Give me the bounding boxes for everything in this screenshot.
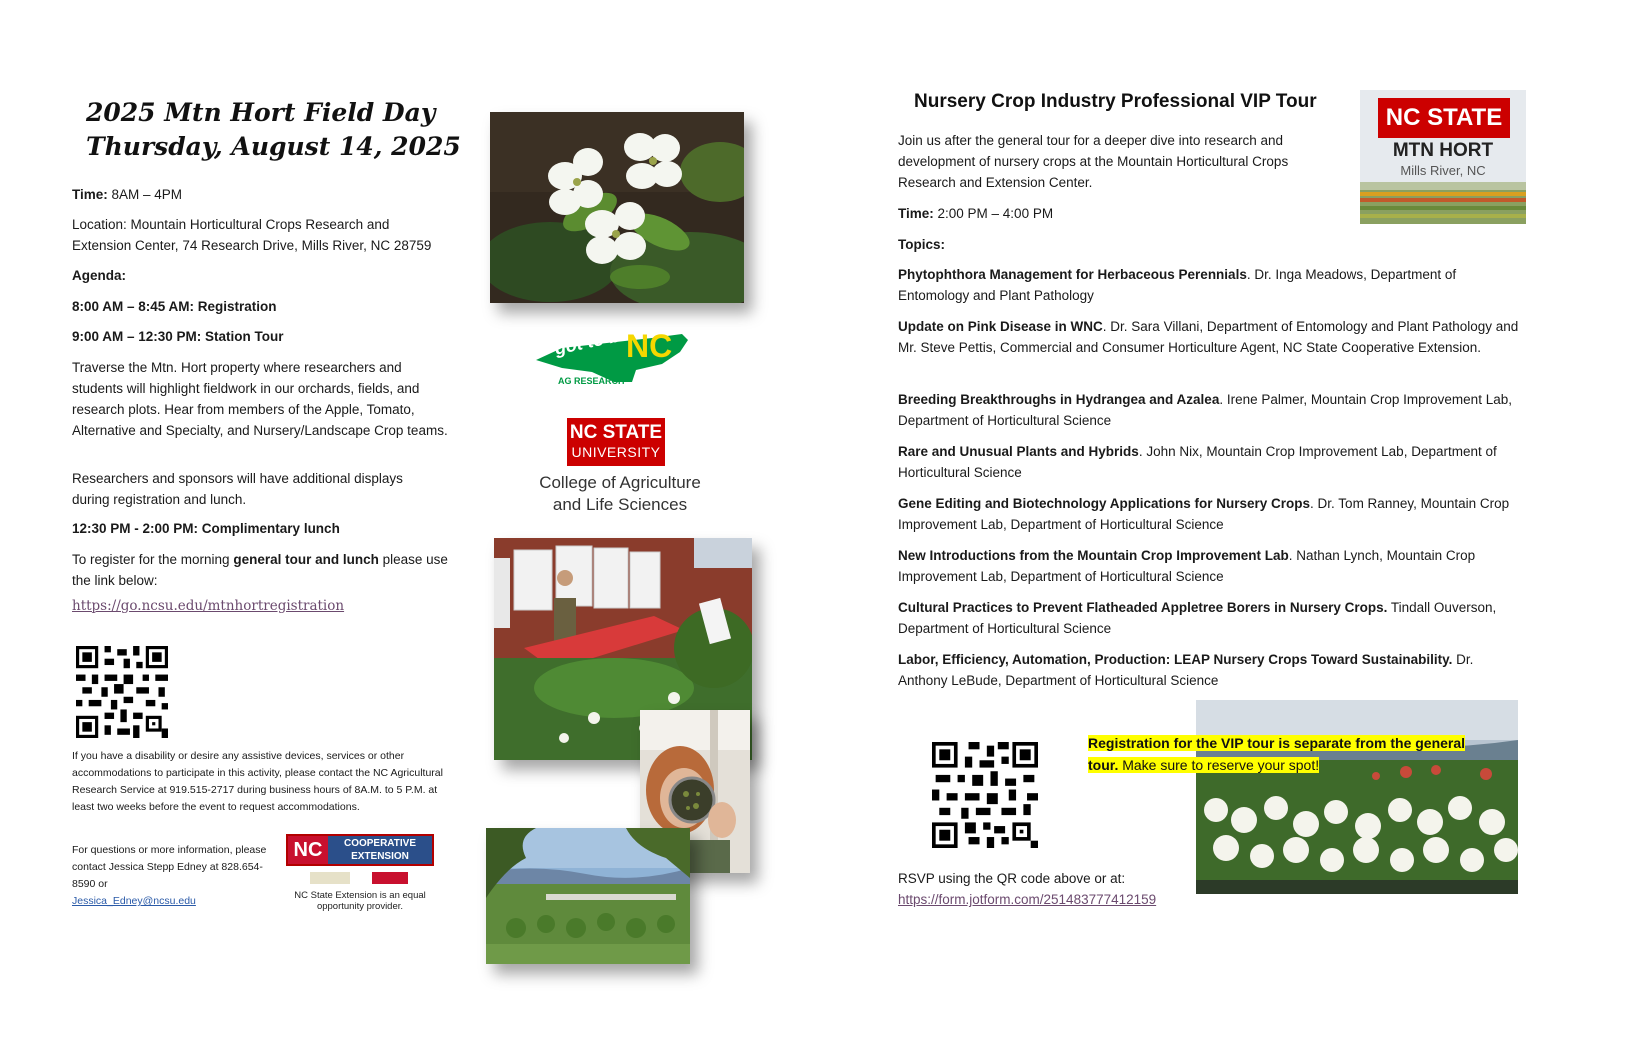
nc-text: NC xyxy=(626,328,673,364)
contact-info: For questions or more information, please contact Jessica Stepp Edney at 828.654-8590 or Jessica_Edney@ncsu.edu xyxy=(72,844,267,907)
ncstate-brick: NC STATE UNIVERSITY xyxy=(567,418,665,466)
dogwood-flower-photo xyxy=(490,112,744,303)
cals-line1: College of Agriculture xyxy=(539,473,701,492)
agenda-lunch: 12:30 PM - 2:00 PM: Complimentary lunch xyxy=(72,521,340,536)
accessibility-notice: If you have a disability or desire any assistive devices, services or other accommodations to participate in this activity, please contact the NC Agricultural Research Service at 919.515-2717 during business hours of 8A.M. to 5 P.M. at least two weeks before the event to request accommodations. xyxy=(72,750,443,813)
topics-list xyxy=(898,264,1522,701)
topic-item: Labor, Efficiency, Automation, Production: LEAP Nursery Crops Toward Sustainability. Dr. Anthony LeBude, Department of Horticultural Science xyxy=(898,652,1474,688)
topic-item: Update on Pink Disease in WNC. Dr. Sara Villani, Department of Entomology and Plant Pathology and Mr. Steve Pettis, Commercial and Consumer Horticulture Agent, NC State Cooperative Extension. xyxy=(898,319,1519,355)
topic-item: New Introductions from the Mountain Crop Improvement Lab. Nathan Lynch, Mountain Crop Improvement Lab, Department of Horticultural Science xyxy=(898,548,1476,584)
hydrangea-field-photo xyxy=(1196,700,1518,894)
mtn-hort-location: Mills River, NC xyxy=(1400,163,1486,178)
coop-nc-mark: NC xyxy=(288,836,328,864)
topic-item: Rare and Unusual Plants and Hybrids. John Nix, Mountain Crop Improvement Lab, Department of Horticultural Science xyxy=(898,444,1497,480)
agenda-station-tour: 9:00 AM – 12:30 PM: Station Tour xyxy=(72,329,284,344)
got-to-be-nc-logo xyxy=(532,323,692,390)
mtn-hort-title: MTN HORT xyxy=(1392,140,1494,161)
event-title xyxy=(86,96,466,164)
register-link[interactable]: https://go.ncsu.edu/mtnhortregistration xyxy=(72,598,345,614)
nc-aandt-mark xyxy=(310,872,350,884)
mtn-hort-ncstate: NC STATE xyxy=(1378,98,1510,138)
registration-qr-code[interactable] xyxy=(76,646,168,738)
register-instructions: To register for the morning general tour and lunch please use the link below: xyxy=(72,552,448,588)
nc-state-mark xyxy=(372,872,408,884)
vip-tour-title: Nursery Crop Industry Professional VIP Tour xyxy=(914,91,1317,112)
topic-item: Breeding Breakthroughs in Hydrangea and Azalea. Irene Palmer, Mountain Crop Improvement Lab, Department of Horticultural Science xyxy=(898,392,1512,428)
vip-rsvp-qr-code[interactable] xyxy=(932,742,1038,848)
got-to-be-text: got to be xyxy=(552,323,632,359)
event-time xyxy=(72,184,452,205)
register-link-wrap xyxy=(72,598,344,614)
ncstate-cals-logo xyxy=(520,418,720,518)
topic-item: Cultural Practices to Prevent Flatheaded Appletree Borers in Nursery Crops. Tindall Ouverson, Department of Horticultural Science xyxy=(898,600,1497,636)
equal-opportunity-text: NC State Extension is an equal opportunity provider. xyxy=(294,890,426,912)
nursery-landscape-photo xyxy=(486,828,690,964)
time-label: Time: xyxy=(72,187,108,202)
rsvp-instructions: RSVP using the QR code above or at: xyxy=(898,871,1126,886)
station-tour-description: Traverse the Mtn. Hort property where researchers and students will highlight fieldwork in our orchards, fields, and research plots. Hear from members of the Apple, Tomato, Alternative and Specialty, and Nursery/Landscape Crop teams. xyxy=(72,360,448,438)
topics-label: Topics: xyxy=(898,237,945,252)
vip-tour-time: Time: 2:00 PM – 4:00 PM xyxy=(898,206,1054,221)
mtn-hort-logo xyxy=(1360,90,1526,224)
event-title-line2: Thursday, August 14, 2025 xyxy=(86,132,461,161)
coop-line1: COOPERATIVE xyxy=(343,838,417,849)
time-value: 8AM – 4PM xyxy=(107,187,183,202)
agenda-label: Agenda: xyxy=(72,268,126,283)
sponsors-note: Researchers and sponsors will have additional displays during registration and lunch. xyxy=(72,471,403,507)
rsvp-link[interactable]: https://form.jotform.com/251483777412159 xyxy=(898,892,1157,907)
vip-registration-notice: Registration for the VIP tour is separate from the general tour. Make sure to reserve your spot! xyxy=(1088,735,1466,773)
vip-tour-intro: Join us after the general tour for a deeper dive into research and development of nursery crops at the Mountain Horticultural Crops Research and Extension Center. xyxy=(898,133,1289,190)
cals-line2: and Life Sciences xyxy=(552,495,688,514)
event-location: Location: Mountain Horticultural Crops Research and Extension Center, 74 Research Drive, Mills River, NC 28759 xyxy=(72,217,432,253)
ag-research-text: AG RESEARCH xyxy=(558,376,625,386)
coop-line2: EXTENSION xyxy=(351,851,409,862)
topic-item: Gene Editing and Biotechnology Applications for Nursery Crops. Dr. Tom Ranney, Mountain Crop Improvement Lab, Department of Horticultural Science xyxy=(898,496,1510,532)
rsvp-link-wrap xyxy=(898,889,1156,910)
nc-cooperative-extension-logo xyxy=(286,834,434,922)
contact-email-link[interactable]: Jessica_Edney@ncsu.edu xyxy=(72,895,196,907)
agenda-registration: 8:00 AM – 8:45 AM: Registration xyxy=(72,299,277,314)
topic-item: Phytophthora Management for Herbaceous Perennials. Dr. Inga Meadows, Department of Entomology and Plant Pathology xyxy=(898,267,1457,303)
event-title-line1: 2025 Mtn Hort Field Day xyxy=(86,98,436,127)
